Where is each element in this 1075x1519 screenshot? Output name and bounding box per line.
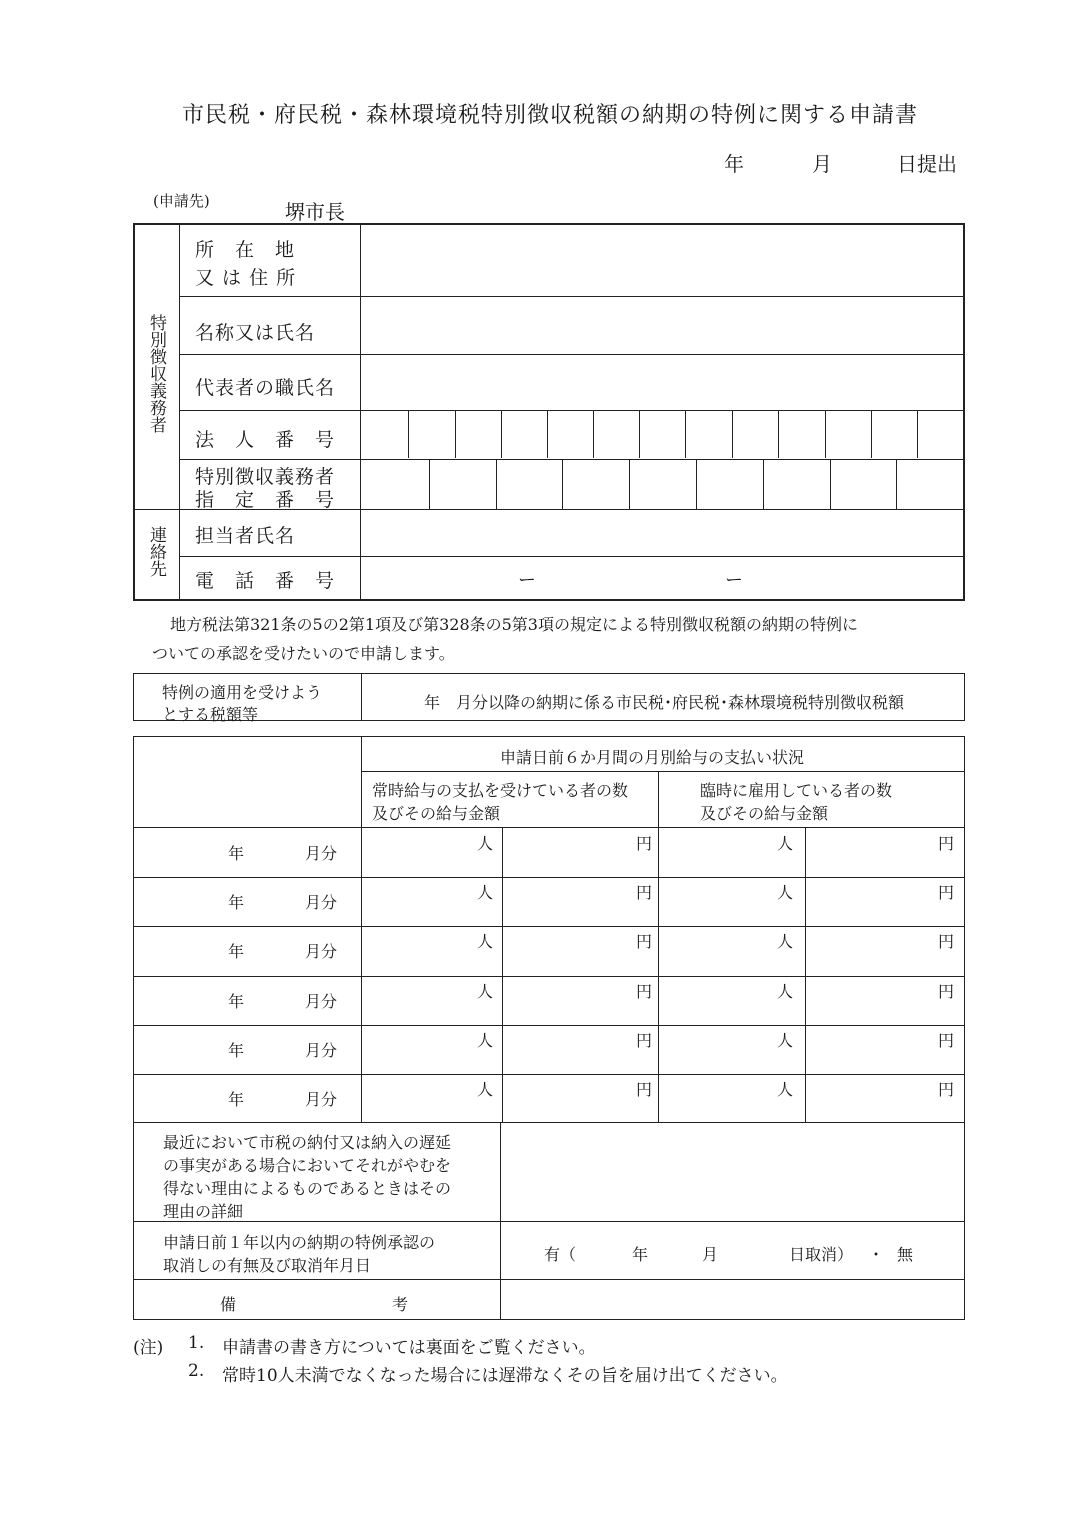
corp-number-cell[interactable] [918,412,962,457]
temporary-count-unit: 人 [777,932,794,952]
corp-number-cell[interactable] [826,412,870,457]
corp-number-cell[interactable] [779,412,824,457]
regular-count-field[interactable] [362,927,502,974]
address-label-2: 又 は 住 所 [195,267,297,289]
designation-number-cell[interactable] [363,461,428,508]
delay-line-3: 得ない理由によるものであるときはその [163,1179,452,1198]
phone-separator-2: ー [725,570,743,591]
notes-prefix: (注) [133,1338,164,1358]
regular-header-1: 常時給与の支払を受けている者の数 [372,781,629,800]
row-year-label: 年 [228,942,245,962]
note-2-number: 2. [188,1361,205,1381]
row-month-label: 月分 [305,942,338,962]
document-title: 市民税・府民税・森林環境税特別徴収税額の納期の特例に関する申請書 [181,103,918,128]
corp-number-cell[interactable] [686,412,731,457]
row-year-label: 年 [228,1040,245,1060]
regular-amount-field[interactable] [503,829,658,876]
special-case-value: 年 月分以降の納期に係る市民税･府民税･森林環境税特別徴収税額 [424,693,905,712]
row-month-label: 月分 [305,844,338,863]
note-1: 申請書の書き方については裏面をご覧ください。 [222,1338,596,1358]
designation-number-cell[interactable] [630,461,695,508]
special-case-label-2: とする税額等 [162,705,259,724]
regular-amount-field[interactable] [503,878,658,925]
temporary-count-unit: 人 [777,883,794,903]
regular-amount-unit: 円 [636,1080,653,1099]
cancellation-line-1: 申請日前１年以内の納期の特例承認の [163,1233,436,1252]
row-month-label: 月分 [305,991,338,1011]
regular-count-unit: 人 [477,834,494,853]
regular-amount-field[interactable] [503,927,658,974]
cancellation-month: 月 [702,1245,719,1264]
corp-number-cell[interactable] [502,412,546,457]
contact-person-field[interactable] [362,511,962,554]
regular-count-field[interactable] [362,878,502,925]
regular-count-field[interactable] [362,829,502,876]
phone-label: 電 話 番 号 [195,570,336,592]
temporary-amount-field[interactable] [806,829,962,876]
date-month-label: 月 [812,152,832,176]
cancellation-no[interactable]: 無 [897,1245,914,1264]
temporary-header-2: 及びその給与金額 [700,804,829,823]
cancellation-dot: ・ [868,1245,885,1264]
remarks-field[interactable] [502,1281,962,1318]
destination-label: (申請先) [153,192,210,210]
cancellation-day: 日取消） [789,1245,854,1264]
temporary-amount-unit: 円 [938,883,955,903]
regular-count-unit: 人 [477,981,494,1001]
phone-field[interactable] [362,558,962,599]
note-1-number: 1. [188,1333,205,1353]
name-label: 名称又は氏名 [195,322,316,344]
temporary-count-field[interactable] [660,878,805,925]
corp-number-cell[interactable] [456,412,500,457]
cancellation-line-2: 取消しの有無及び取消年月日 [163,1256,372,1275]
temporary-count-field[interactable] [660,829,805,876]
corp-number-cell[interactable] [594,412,638,457]
designation-number-cell[interactable] [897,461,962,508]
corp-number-cell[interactable] [640,412,684,457]
row-month-label: 月分 [305,1090,338,1109]
temporary-count-unit: 人 [777,834,794,853]
regular-amount-unit: 円 [636,981,653,1001]
temporary-count-field[interactable] [660,977,805,1024]
temporary-amount-unit: 円 [938,834,955,853]
corp-number-cell[interactable] [363,412,407,457]
special-case-label-1: 特例の適用を受けよう [162,683,323,702]
row-year-label: 年 [228,991,245,1011]
remarks-label-a: 備 [220,1295,237,1314]
regular-amount-field[interactable] [503,977,658,1024]
regular-amount-unit: 円 [636,932,653,952]
regular-count-unit: 人 [477,883,494,903]
temporary-amount-field[interactable] [806,1075,962,1122]
contact-group-label: 連絡先 [146,526,166,577]
temporary-count-field[interactable] [660,927,805,974]
designation-number-cell[interactable] [831,461,895,508]
temporary-amount-field[interactable] [806,878,962,925]
delay-detail-field[interactable] [502,1124,962,1220]
delay-line-4: 理由の詳細 [163,1202,244,1221]
row-month-label: 月分 [305,1040,338,1060]
regular-count-unit: 人 [477,1030,494,1050]
representative-label: 代表者の職氏名 [195,377,336,399]
regular-count-unit: 人 [477,932,494,952]
temporary-count-field[interactable] [660,1075,805,1122]
statement-line-2: ついての承認を受けたいので申請します。 [152,644,455,663]
designation-number-cell[interactable] [563,461,628,508]
regular-count-field[interactable] [362,1026,502,1073]
note-2: 常時10人未満でなくなった場合には遅滞なくその旨を届け出てください。 [222,1366,788,1386]
regular-amount-unit: 円 [636,834,653,853]
temporary-count-unit: 人 [777,1080,794,1099]
delay-line-2: の事実がある場合においてそれがやむを [163,1156,452,1175]
corp-number-cell[interactable] [733,412,777,457]
regular-amount-unit: 円 [636,1030,653,1050]
designation-label-1: 特別徴収義務者 [195,466,336,488]
temporary-amount-field[interactable] [806,1026,962,1073]
regular-amount-unit: 円 [636,883,653,903]
regular-amount-field[interactable] [503,1026,658,1073]
temporary-amount-unit: 円 [938,932,955,952]
regular-amount-field[interactable] [503,1075,658,1122]
contact-person-label: 担当者氏名 [195,525,296,547]
regular-count-unit: 人 [477,1080,494,1099]
designation-number-cell[interactable] [497,461,561,508]
temporary-count-unit: 人 [777,981,794,1001]
designation-number-cell[interactable] [764,461,829,508]
cancellation-yes[interactable]: 有（ [544,1245,577,1264]
statement-line-1: 地方税法第321条の5の2第1項及び第328条の5第3項の規定による特別徴収税額の納期の特例に [170,615,858,634]
temporary-amount-unit: 円 [938,981,955,1001]
obligor-group-label: 特別徴収義務者 [146,314,166,433]
address-field[interactable] [362,226,962,294]
corp-number-cell[interactable] [872,412,916,457]
temporary-amount-unit: 円 [938,1080,955,1099]
address-label-1: 所 在 地 [195,239,296,261]
regular-count-field[interactable] [362,977,502,1024]
corp-number-cell[interactable] [409,412,454,457]
designation-number-cell[interactable] [430,461,495,508]
date-year-label: 年 [724,152,744,176]
corp-number-label: 法 人 番 号 [195,429,336,451]
regular-header-2: 及びその給与金額 [372,804,501,823]
temporary-count-field[interactable] [660,1026,805,1073]
designation-label-2: 指 定 番 号 [195,489,336,511]
temporary-amount-field[interactable] [806,977,962,1024]
temporary-amount-unit: 円 [938,1030,955,1050]
corp-number-cell[interactable] [548,412,592,457]
temporary-header-1: 臨時に雇用している者の数 [700,781,893,800]
date-day-label: 日提出 [897,152,957,176]
row-year-label: 年 [228,893,245,913]
row-year-label: 年 [228,844,245,863]
row-month-label: 月分 [305,893,338,913]
salary-header: 申請日前６か月間の月別給与の支払い状況 [500,748,805,767]
remarks-label-b: 考 [392,1295,409,1314]
regular-count-field[interactable] [362,1075,502,1122]
delay-line-1: 最近において市税の納付又は納入の遅延 [163,1133,452,1152]
destination-name: 堺市長 [285,200,345,224]
representative-field[interactable] [362,356,962,408]
designation-number-cell[interactable] [697,461,762,508]
name-field[interactable] [362,298,962,352]
phone-separator-1: ー [518,570,536,591]
temporary-amount-field[interactable] [806,927,962,974]
cancellation-year: 年 [632,1245,649,1264]
temporary-count-unit: 人 [777,1030,794,1050]
row-year-label: 年 [228,1090,245,1109]
